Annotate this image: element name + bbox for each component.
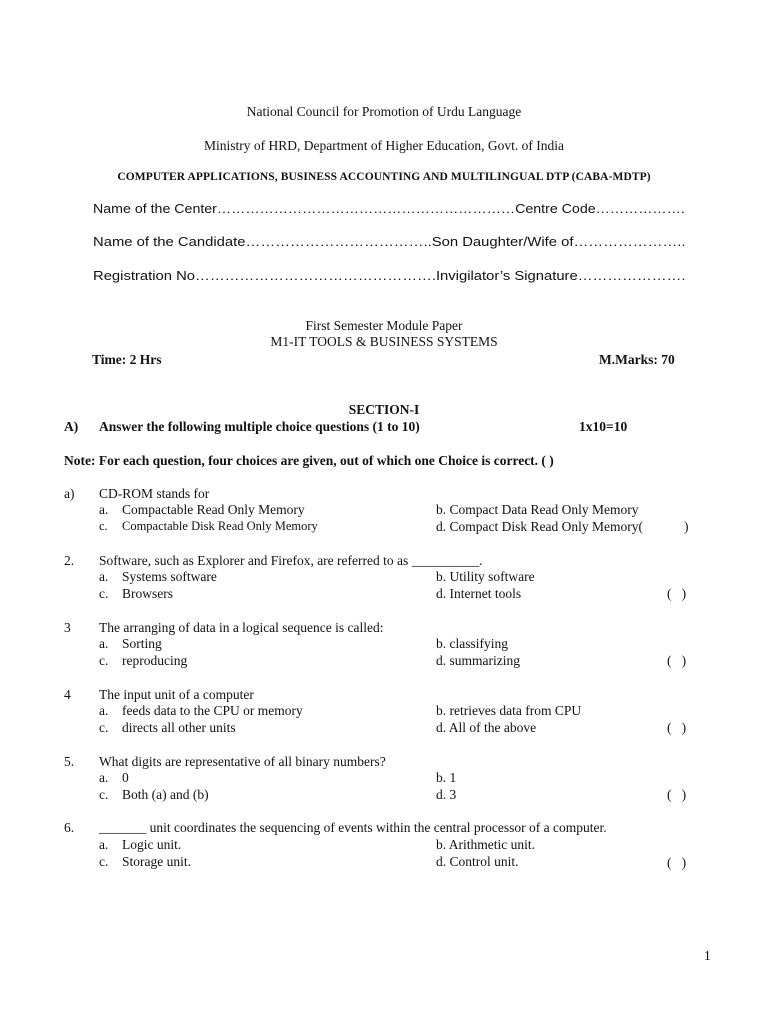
option-c: Storage unit. (122, 854, 191, 869)
answer-bracket: ( ) (667, 855, 687, 870)
page-number: 1 (704, 948, 711, 963)
question-text: The arranging of data in a logical sequence is called: (99, 620, 384, 635)
option-c: Browsers (122, 586, 173, 601)
question-number: 5. (64, 754, 75, 769)
option-b: b. 1 (436, 770, 457, 785)
option-a: Logic unit. (122, 837, 182, 852)
registration-field-row (93, 268, 685, 283)
relation-dots: ………………….. (573, 234, 686, 249)
option-a-letter: a. (99, 636, 109, 651)
org-title: National Council for Promotion of Urdu Language (246, 104, 522, 119)
question-text: CD-ROM stands for (99, 486, 210, 501)
center-label: Name of the Center (93, 201, 217, 216)
registration-dots: …………………………………………. (195, 268, 436, 283)
option-a: feeds data to the CPU or memory (122, 703, 303, 718)
option-c-letter: c. (99, 653, 109, 668)
option-c: Compactable Disk Read Only Memory (122, 519, 318, 533)
option-a: 0 (122, 770, 129, 785)
candidate-dots: ……………………………….. (245, 234, 432, 249)
question-number: 3 (64, 620, 71, 635)
option-b: b. Arithmetic unit. (436, 837, 535, 852)
question-text: The input unit of a computer (99, 687, 254, 702)
section-marks: 1x10=10 (579, 419, 628, 434)
invigilator-label: Invigilator’s Signature (435, 268, 578, 283)
option-c: directs all other units (122, 720, 236, 735)
invigilator-dots: …………………. (577, 268, 686, 283)
option-c: Both (a) and (b) (122, 787, 209, 802)
answer-bracket: ) (684, 519, 689, 534)
option-b: b. classifying (436, 636, 508, 651)
question-number: 2. (64, 553, 75, 568)
relation-label: Son Daughter/Wife of (431, 234, 574, 249)
section-note: Note: For each question, four choices are given, out of which one Choice is correct. ( ) (64, 453, 554, 468)
course-title: COMPUTER APPLICATIONS, BUSINESS ACCOUNTING AND MULTILINGUAL DTP (CABA-MDTP) (117, 171, 651, 183)
centre-code-label: Centre Code (515, 201, 596, 216)
option-a: Sorting (122, 636, 162, 651)
option-a-letter: a. (99, 703, 109, 718)
question-text: _______ unit coordinates the sequencing of events within the central processor of a computer. (99, 820, 607, 835)
option-a-letter: a. (99, 569, 109, 584)
semester-title: First Semester Module Paper (305, 318, 463, 333)
question-text: What digits are representative of all binary numbers? (99, 754, 386, 769)
option-d: d. summarizing (436, 653, 520, 668)
answer-bracket: ( ) (667, 586, 687, 601)
answer-bracket: ( ) (667, 787, 687, 802)
module-title: M1-IT TOOLS & BUSINESS SYSTEMS (270, 334, 498, 349)
option-d: d. All of the above (436, 720, 537, 735)
marks-label: M.Marks: 70 (599, 352, 675, 367)
question-number: a) (64, 486, 75, 501)
candidate-label: Name of the Candidate (93, 234, 246, 249)
center-dots: ……………………………………………………… (216, 201, 516, 216)
option-a-letter: a. (99, 502, 109, 517)
section-title: SECTION-I (348, 402, 420, 417)
answer-bracket: ( ) (667, 653, 687, 668)
question-text: Software, such as Explorer and Firefox, are referred to as __________. (99, 553, 483, 568)
question-number: 4 (64, 687, 71, 702)
question-number: 6. (64, 820, 75, 835)
option-a-letter: a. (99, 837, 109, 852)
option-a: Compactable Read Only Memory (122, 502, 305, 517)
option-b: b. retrieves data from CPU (436, 703, 582, 718)
part-label: A) (64, 419, 79, 434)
option-b: b. Utility software (436, 569, 535, 584)
option-c-letter: c. (99, 720, 109, 735)
option-d: d. Control unit. (436, 854, 519, 869)
option-d: d. 3 (436, 787, 457, 802)
option-c-letter: c. (99, 787, 109, 802)
time-label: Time: 2 Hrs (92, 352, 162, 367)
option-d: d. Internet tools (436, 586, 522, 601)
candidate-field-row (93, 234, 686, 249)
option-a: Systems software (122, 569, 217, 584)
answer-bracket: ( ) (667, 720, 687, 735)
option-c-letter: c. (99, 854, 109, 869)
option-c: reproducing (122, 653, 188, 668)
option-d: d. Compact Disk Read Only Memory( (436, 519, 643, 534)
option-c-letter: c. (99, 519, 108, 533)
registration-label: Registration No (93, 268, 196, 283)
option-a-letter: a. (99, 770, 109, 785)
option-b: b. Compact Data Read Only Memory (436, 502, 639, 517)
option-c-letter: c. (99, 586, 109, 601)
section-instruction: Answer the following multiple choice questions (1 to 10) (99, 419, 420, 434)
centre-code-dots: ………………. (595, 201, 685, 216)
center-field-row (93, 201, 685, 216)
ministry-title: Ministry of HRD, Department of Higher Education, Govt. of India (204, 138, 564, 153)
